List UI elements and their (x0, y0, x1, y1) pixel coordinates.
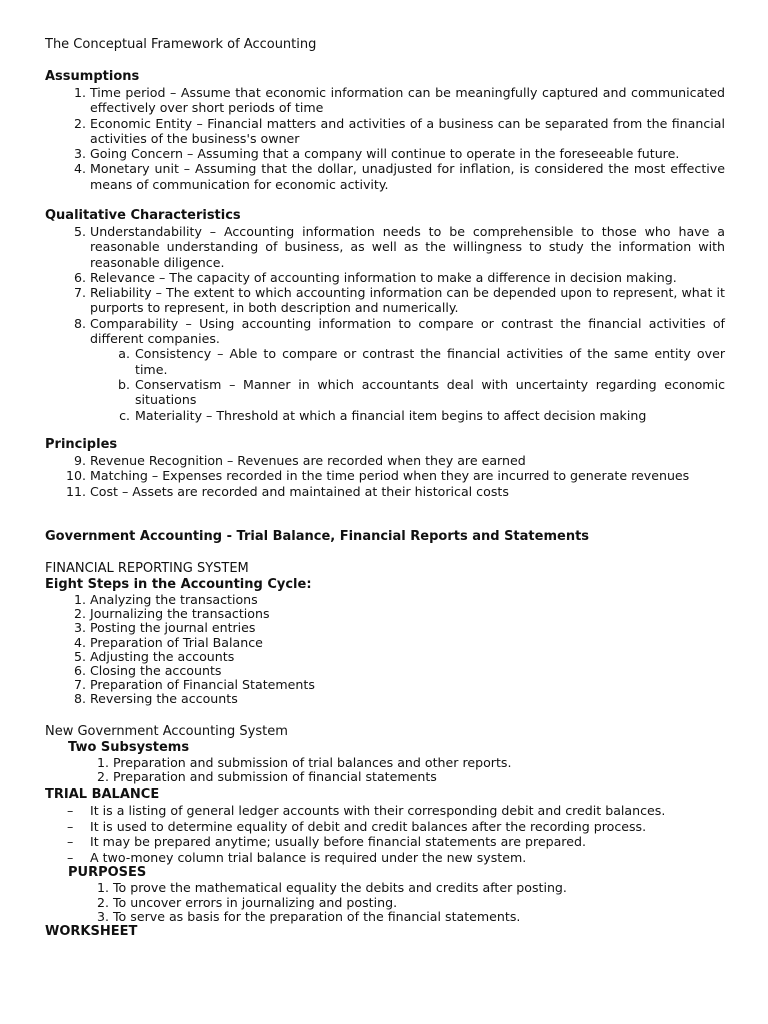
frs-section (45, 561, 725, 707)
gov-section (45, 529, 725, 545)
list-item: 1. Analyzing the transactions (73, 592, 258, 607)
list-item: 7. Reliability – The extent to which accounting information can be depended upon to represent, what it purports to represent, in both description and numerically. (73, 285, 725, 316)
list-item: 8. Comparability – Using accounting information to compare or contrast the financial activities of different companies. (73, 315, 725, 347)
list-item: – It is a listing of general ledger accounts with their corresponding debit and credit balances. (67, 803, 666, 818)
assumptions-list (45, 85, 725, 192)
list-item: 7. Preparation of Financial Statements (73, 677, 315, 693)
trial-balance-section (45, 787, 725, 940)
qualitative-heading: Qualitative Characteristics (45, 208, 241, 223)
assumptions-heading: Assumptions (45, 69, 140, 84)
ngas-section (45, 724, 725, 784)
list-item: 2. Economic Entity – Financial matters and activities of a business can be separated from the financial activities of the business's owner (73, 115, 725, 146)
list-item: 2. Preparation and submission of financial statements (96, 769, 437, 785)
steps-list (45, 593, 725, 707)
framework-title: The Conceptual Framework of Accounting (45, 37, 317, 52)
list-item: 1. Preparation and submission of trial balances and other reports. (96, 755, 512, 770)
list-item: 6. Relevance – The capacity of accounting information to make a difference in decision making. (73, 269, 677, 285)
list-item: 1. To prove the mathematical equality the debits and credits after posting. (96, 880, 567, 896)
list-item: 3. To serve as basis for the preparation of the financial statements. (96, 908, 521, 924)
list-item: 10. Matching – Expenses recorded in the time period when they are incurred to generate revenues (65, 468, 690, 484)
list-item: 2. To uncover errors in journalizing and posting. (96, 894, 398, 910)
list-item: – It is used to determine equality of debit and credit balances after the recording process. (67, 818, 647, 834)
comparability-sublist (45, 346, 725, 422)
tb-list (45, 803, 725, 865)
purposes-list (45, 881, 725, 924)
list-item: c. Materiality – Threshold at which a financial item begins to affect decision making (119, 407, 647, 423)
list-item: 4. Preparation of Trial Balance (73, 634, 263, 650)
list-item: 2. Journalizing the transactions (73, 606, 270, 622)
purposes-heading: PURPOSES (68, 865, 147, 881)
list-item: 11. Cost – Assets are recorded and maintained at their historical costs (65, 483, 509, 499)
list-item: b. Conservatism – Manner in which accountants deal with uncertainty regarding economic situations (118, 376, 725, 408)
qualitative-section (45, 208, 725, 423)
principles-section (45, 437, 725, 499)
steps-heading: Eight Steps in the Accounting Cycle: (45, 577, 312, 592)
tb-heading: TRIAL BALANCE (45, 787, 160, 802)
ngas-heading: New Government Accounting System (45, 724, 288, 739)
framework-section (45, 37, 725, 53)
two-sub-list (45, 756, 725, 784)
list-item: – It may be prepared anytime; usually before financial statements are prepared. (67, 834, 586, 850)
assumptions-section (45, 69, 725, 192)
list-item: 9. Revenue Recognition – Revenues are recorded when they are earned (73, 453, 526, 468)
list-item: 1. Time period – Assume that economic information can be meaningfully captured and communicated effectively over short periods of time (73, 85, 725, 116)
list-item: 3. Posting the journal entries (73, 620, 256, 636)
gov-title: Government Accounting - Trial Balance, Financial Reports and Statements (45, 529, 590, 544)
list-item: 3. Going Concern – Assuming that a company will continue to operate in the foreseeable future. (73, 146, 680, 162)
list-item: – A two-money column trial balance is required under the new system. (67, 849, 527, 865)
two-sub-heading: Two Subsystems (68, 740, 190, 755)
list-item: 5. Understandability – Accounting information needs to be comprehensible to those who have a reasonable understanding of business, as well as the willingness to study the information with reasonable diligence. (73, 224, 725, 270)
principles-heading: Principles (45, 437, 118, 452)
list-item: 6. Closing the accounts (73, 663, 222, 679)
list-item: 8. Reversing the accounts (73, 691, 238, 707)
worksheet-heading: WORKSHEET (45, 923, 138, 939)
frs-heading: FINANCIAL REPORTING SYSTEM (45, 561, 249, 576)
list-item: a. Consistency – Able to compare or contrast the financial activities of the same entity over time. (118, 346, 725, 377)
list-item: 5. Adjusting the accounts (73, 648, 235, 664)
list-item: 4. Monetary unit – Assuming that the dollar, unadjusted for inflation, is considered the most effective means of communication for economic activity. (73, 161, 725, 192)
principles-list (45, 453, 725, 499)
qualitative-list (45, 224, 725, 346)
